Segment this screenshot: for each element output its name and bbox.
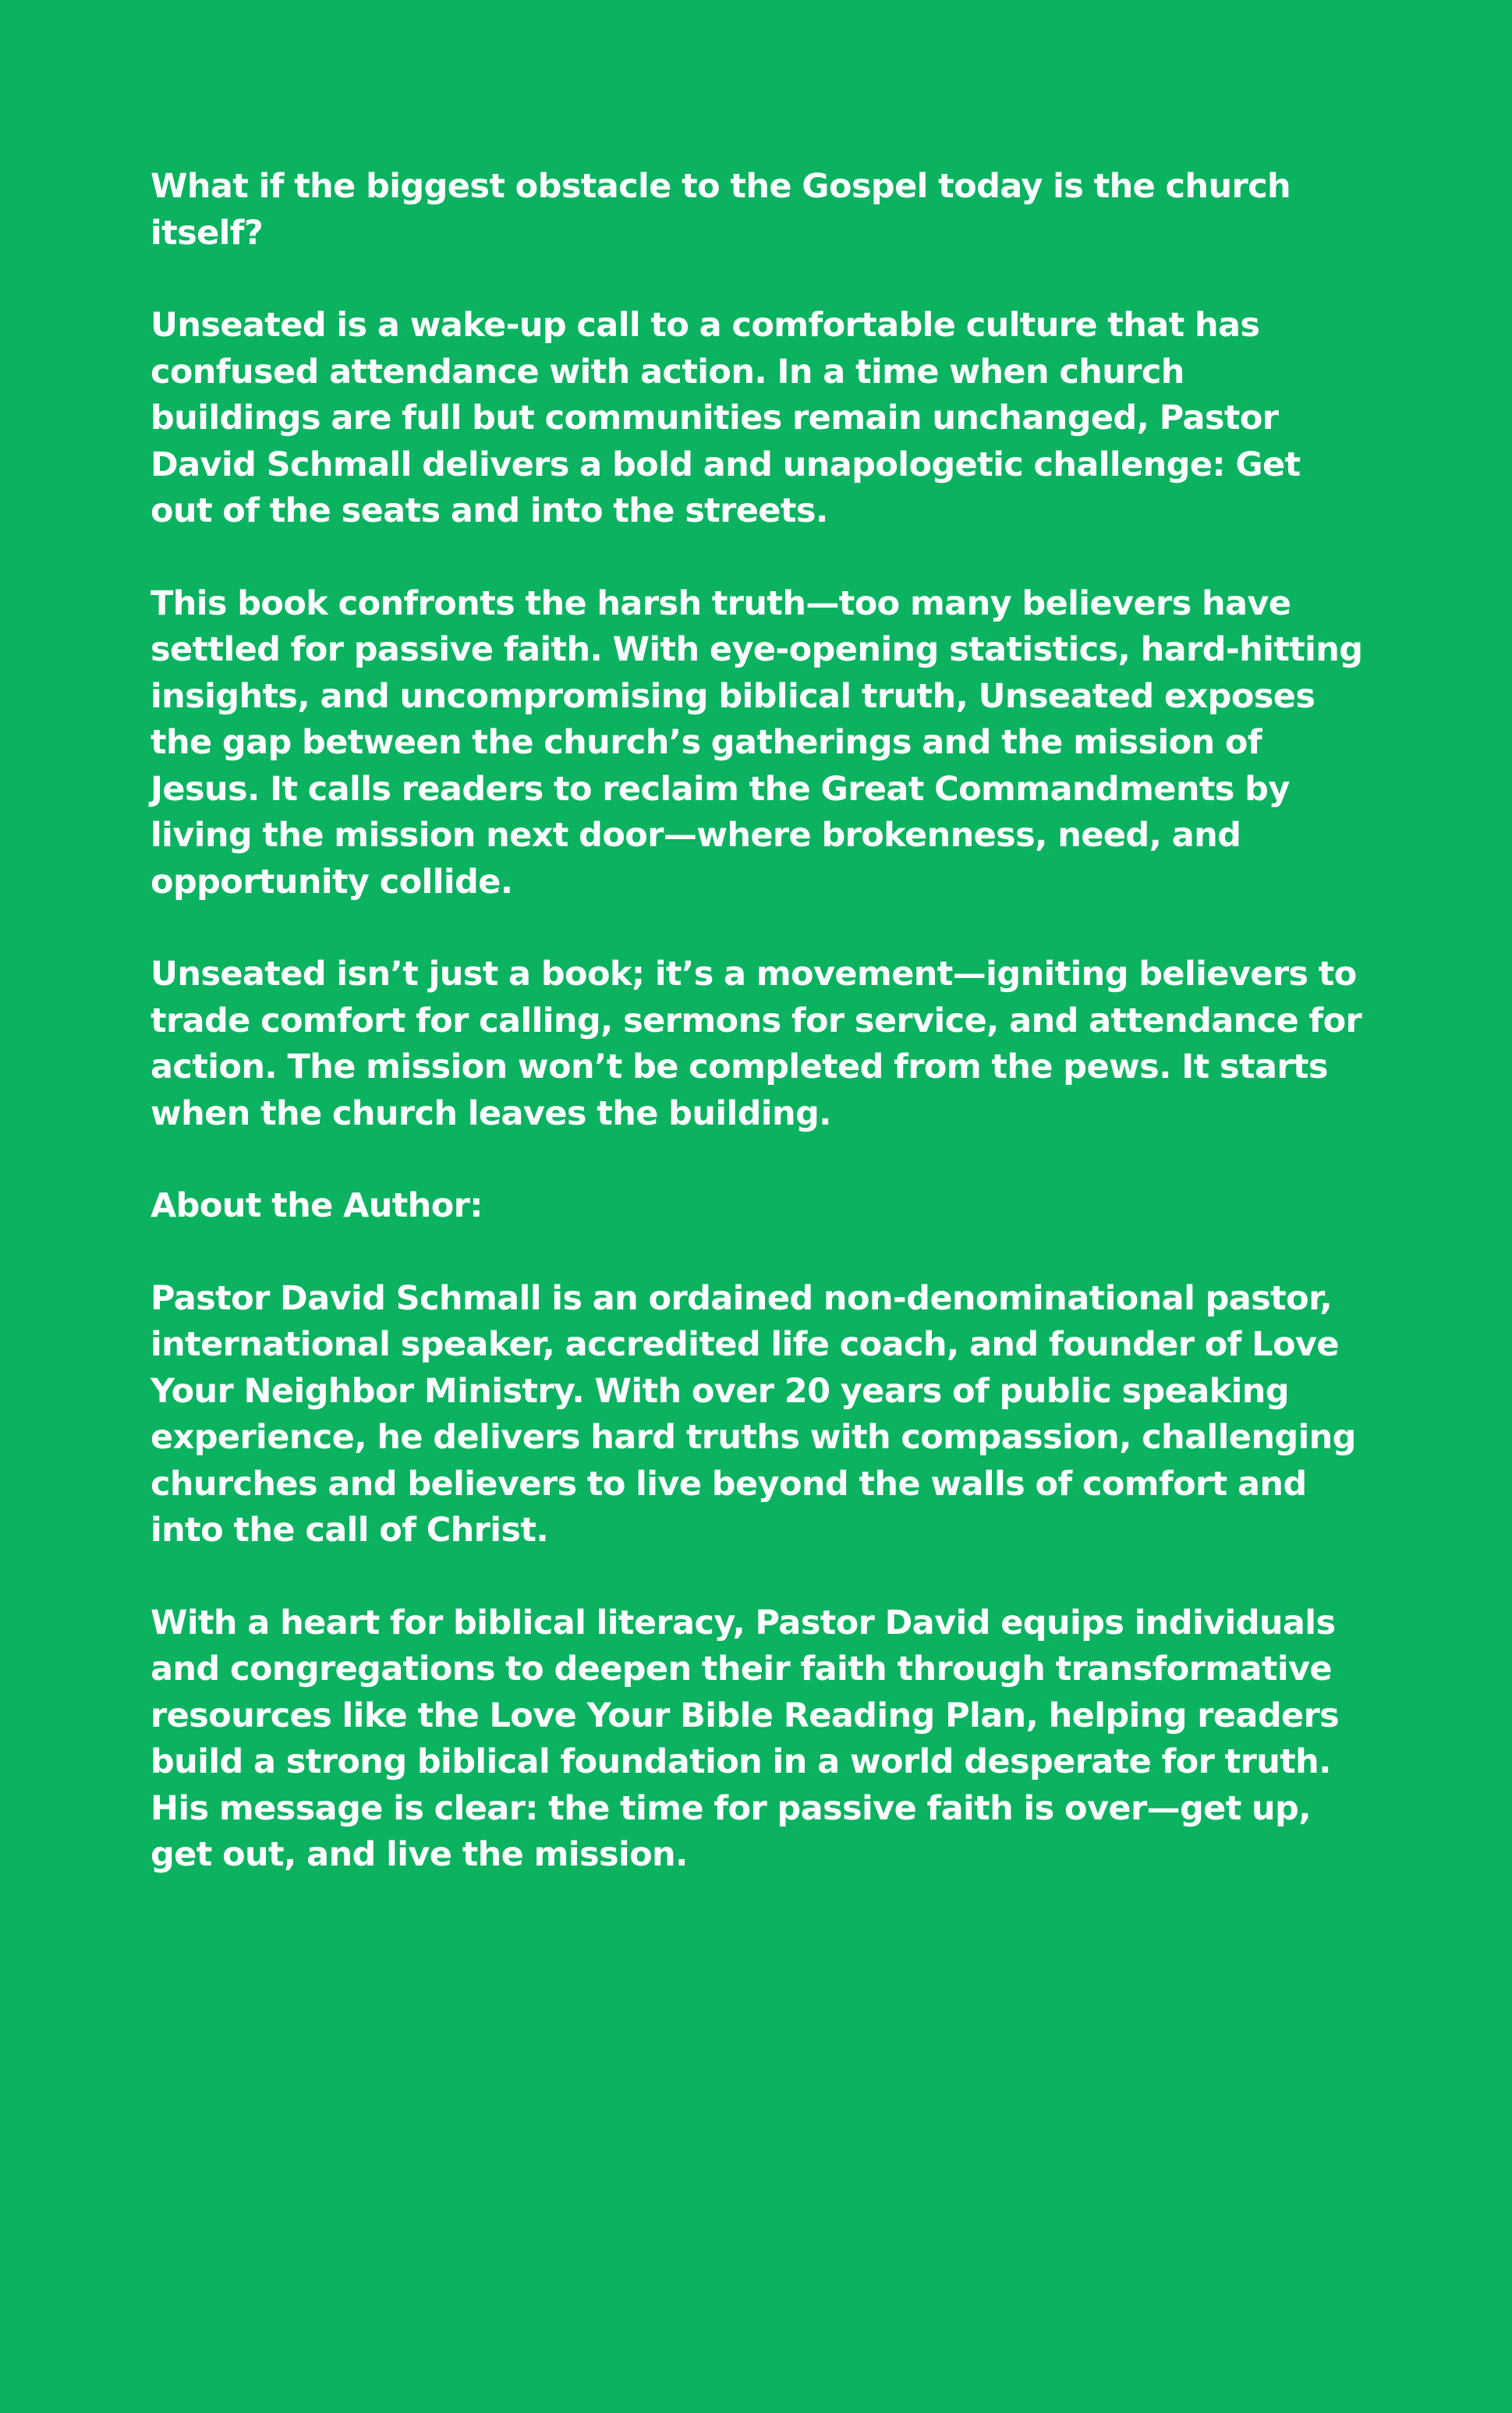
description-paragraph-2: This book confronts the harsh truth—too many believers have settled for passive faith. With eye-opening statistics, hard-hitting insights, and uncompromising biblical truth, Unseated exposes the gap between the church’s gatherings and the mission of Jesus. It calls readers to reclaim the Great Commandments by living the mission next door—where brokenness, need, and opportunity collide. [150,583,1363,902]
description-paragraph-3: Unseated isn’t just a book; it’s a movement—igniting believers to trade comfort for calling, sermons for service, and attendance for action. The mission won’t be completed from the pews. It starts when the church leaves the building. [150,955,1362,1133]
author-bio-paragraph-2: With a heart for biblical literacy, Pastor David equips individuals and congregations to deepen their faith through transformative resources like the Love Your Bible Reading Plan, helping readers build a strong biblical foundation in a world desperate for truth. His message is clear: the time for passive faith is over—get up, get out, and live the mission. [150,1603,1340,1874]
hook-question: What if the biggest obstacle to the Gospel today is the church itself? [150,167,1291,253]
author-bio-paragraph-1: Pastor David Schmall is an ordained non-denominational pastor, international speaker, accredited life coach, and founder of Love Your Neighbor Ministry. With over 20 years of public speaking experience, he delivers hard truths with compassion, challenging churches and believers to live beyond the walls of comfort and into the call of Christ. [150,1278,1356,1550]
description-paragraph-1: Unseated is a wake-up call to a comfortable culture that has confused attendance with action. In a time when church buildings are full but communities remain unchanged, Pastor David Schmall delivers a bold and unapologetic challenge: Get out of the seats and into the streets. [150,306,1301,530]
about-author-heading: About the Author: [150,1186,483,1225]
back-cover-blurb [150,164,1364,1879]
